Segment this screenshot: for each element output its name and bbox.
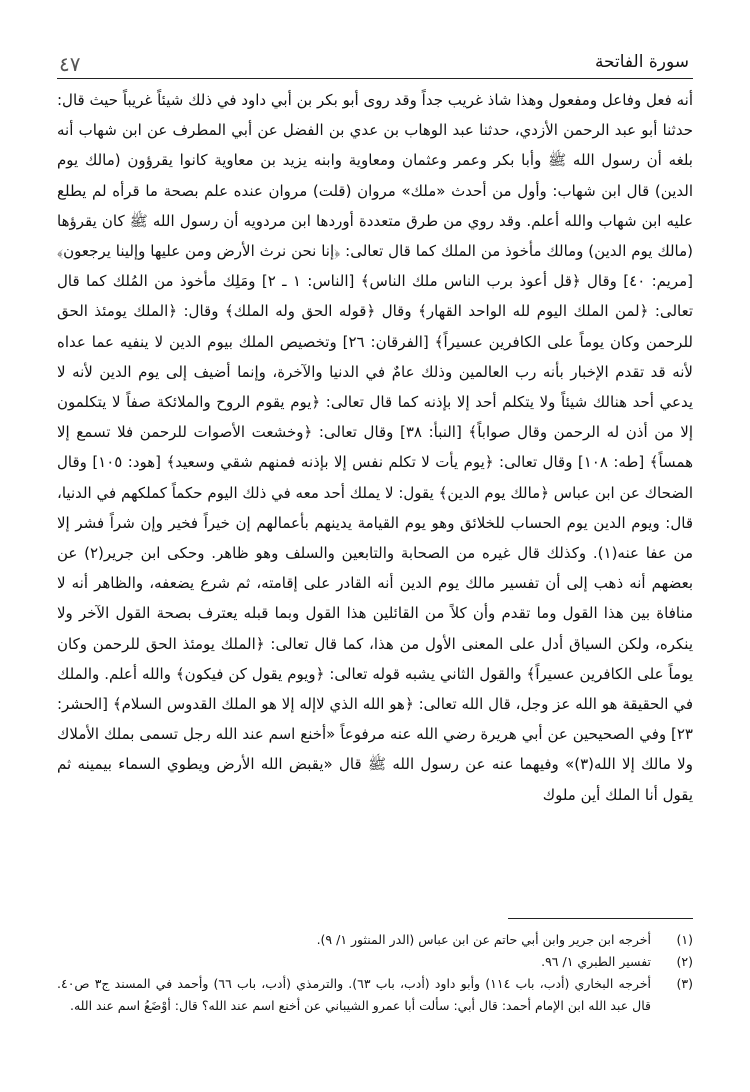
- page-number: ٤٧: [59, 52, 81, 76]
- footnotes: [57, 929, 693, 1017]
- footnote-number: (٣): [676, 976, 693, 991]
- footnote-separator: [508, 918, 693, 919]
- footnote-2: [57, 951, 693, 973]
- footnote-text: تفسير الطبري ١/ ٩٦.: [541, 954, 651, 969]
- main-text: [57, 85, 693, 810]
- footnote-text: أخرجه ابن جرير وابن أبي حاتم عن ابن عباس (الدر المنثور ١/ ٩).: [316, 932, 651, 947]
- footnote-number: (٢): [676, 954, 693, 969]
- surah-title: سورة الفاتحة: [594, 52, 689, 72]
- body-paragraph: أنه فعل وفاعل ومفعول وهذا شاذ غريب جداً وقد روى أبو بكر بن أبي داود في ذلك شيئاً غريباً حيث قال: حدثنا أبو عبد الرحمن الأزدي، حدثنا عبد الوهاب بن عدي بن الفضل عن أبي المطرف عن ابن شهاب أنه بلغه أن رسول الله ﷺ وأبا بكر وعمر وعثمان ومعاوية وابنه يزيد بن معاوية كانوا يقرؤون (مالك يوم الدين) قال ابن شهاب: وأول من أحدث «ملك» مروان (قلت) مروان عنده علم بصحة ما قرأه لم يطلع عليه ابن شهاب والله أعلم. وقد روي من طرق متعددة أوردها ابن مردويه أن رسول الله ﷺ كان يقرؤها (مالك يوم الدين) ومالك مأخوذ من الملك كما قال تعالى: ﴿إنا نحن نرث الأرض ومن عليها وإلينا يرجعون﴾ [مريم: ٤٠] وقال ﴿قل أعوذ برب الناس ملك الناس﴾ [الناس: ١ ـ ٢] ومَلِك مأخوذ من المُلك كما قال تعالى: ﴿لمن الملك اليوم لله الواحد القهار﴾ وقال ﴿قوله الحق وله الملك﴾ وقال: ﴿الملك يومئذ الحق للرحمن وكان يوماً على الكافرين عسيراً﴾ [الفرقان: ٢٦] وتخصيص الملك بيوم الدين لا ينفيه عما عداه لأنه قد تقدم الإخبار بأنه رب العالمين وذلك عامٌ في الدنيا والآخرة، وإنما أضيف إلى يوم الدين لأنه لا يدعي أحد هنالك شيئاً ولا يتكلم أحد إلا بإذنه كما قال تعالى: ﴿يوم يقوم الروح والملائكة صفاً لا يتكلمون إلا من أذن له الرحمن وقال صواباً﴾ [النبأ: ٣٨] وقال تعالى: ﴿وخشعت الأصوات للرحمن فلا تسمع إلا همساً﴾ [طه: ١٠٨] وقال تعالى: ﴿يوم يأت لا تكلم نفس إلا بإذنه فمنهم شقي وسعيد﴾ [هود: ١٠٥] وقال الضحاك عن ابن عباس ﴿مالك يوم الدين﴾ يقول: لا يملك أحد معه في ذلك اليوم حكماً كملكهم في الدنيا، قال: ويوم الدين يوم الحساب للخلائق وهو يوم القيامة يدينهم بأعمالهم إن خيراً فخير وإن شراً فشر إلا من عفا عنه(١). وكذلك قال غيره من الصحابة والتابعين والسلف وهو ظاهر. وحكى ابن جرير(٢) عن بعضهم أنه ذهب إلى أن تفسير مالك يوم الدين أنه القادر على إقامته، ثم شرع يضعفه، والظاهر أنه لا منافاة بين هذا القول وما تقدم وأن كلاً من القائلين هذا القول وبما قبله يعترف بصحة القول الآخر ولا ينكره، ولكن السياق أدل على المعنى الأول من هذا، كما قال تعالى: ﴿الملك يومئذ الحق للرحمن وكان يوماً على الكافرين عسيراً﴾ والقول الثاني يشبه قوله تعالى: ﴿ويوم يقول كن فيكون﴾ والله أعلم. والملك في الحقيقة هو الله عز وجل، قال الله تعالى: ﴿هو الله الذي لاإله إلا هو الملك القدوس السلام﴾ [الحشر: ٢٣] وفي الصحيحين عن أبي هريرة رضي الله عنه مرفوعاً «أخنع اسم عند الله رجل تسمى بملك الأملاك ولا مالك إلا الله(٣)» وفيهما عنه عن رسول الله ﷺ قال «يقبض الله الأرض ويطوي السماء بيمينه ثم يقول أنا الملك أين ملوك: [57, 91, 694, 804]
- footnote-text: أخرجه البخاري (أدب، باب ١١٤) وأبو داود (أدب، باب ٦٣). والترمذي (أدب، باب ٦٦) وأحمد في المسند ج٣ ص٤٠. قال عبد الله ابن الإمام أحمد: قال أبي: سألت أبا عمرو الشيباني عن أخنع اسم عند الله؟ قال: أوْضَعُ اسم عند الله.: [57, 976, 651, 1013]
- running-header: [57, 50, 693, 79]
- footnote-number: (١): [676, 932, 693, 947]
- footnote-1: [57, 929, 693, 951]
- footnote-3: [57, 973, 693, 1017]
